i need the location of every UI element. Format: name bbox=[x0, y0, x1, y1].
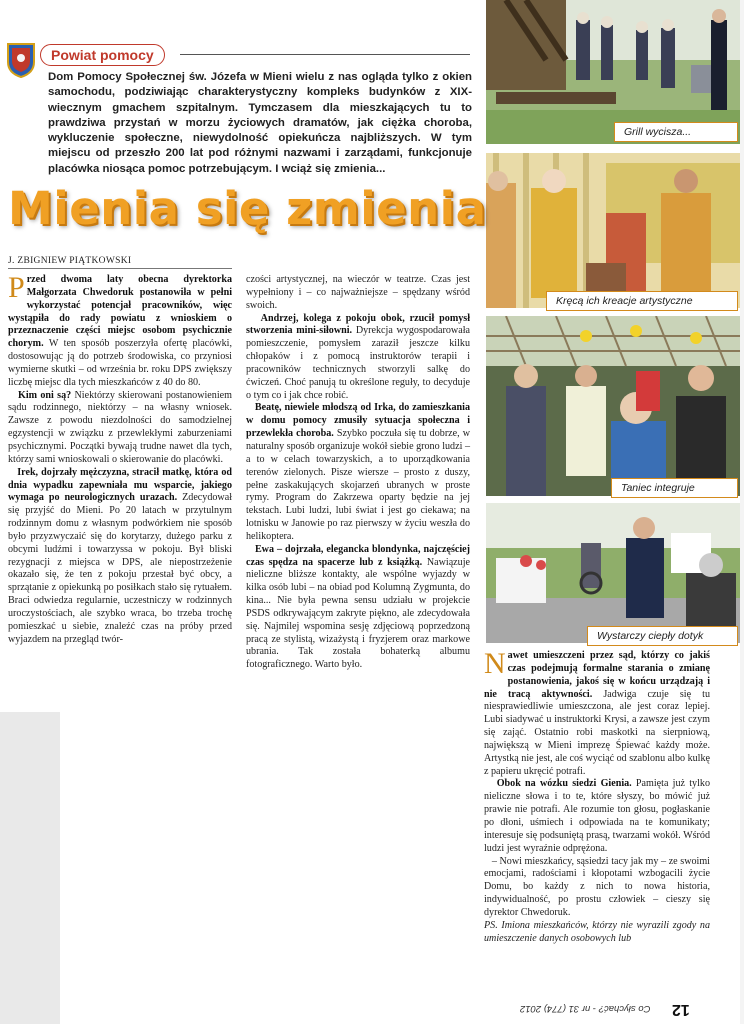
coat-of-arms-icon bbox=[6, 42, 36, 78]
quote: – Nowi mieszkańcy, sąsiedzi tacy jak my – ze swoimi emocjami, radościami i kłopotami wzbogacili życie Domu, bo każdy z nich to nowa historia, indywidualność, po prostu człowiek – cieszy się dyrektor Chwedoruk. bbox=[484, 855, 710, 918]
paragraph-lead: Irek, dojrzały mężczyzna, stracił matkę, która od dnia wypadku zapewniała mu wsparcie, jakiego wymaga po neurologicznych urazach. bbox=[8, 466, 232, 504]
page-number: 12 bbox=[672, 1001, 690, 1018]
photo-caption-touch: Wystarczy ciepły dotyk bbox=[587, 626, 738, 646]
paragraph bbox=[8, 271, 232, 390]
byline-divider bbox=[8, 268, 232, 269]
article-headline: Mienia się zmienia bbox=[8, 182, 487, 235]
paragraph-body: Nawiązuje nieliczne bliższe kontakty, ale wspólne wyjazdy w kilka osób lubi – na obiad pod Kolumną Zygmunta, do kina... Nie była pewna sensu udziału w projekcie PSDS odkrywającym zakryte piękno, ale zdecydowała się. Najmilej wspomina sesję zdjęciową poprzedzoną pracą ze stylistą, wizażystą i fryzjerem oraz markowe ubrania. Tak została bohaterką albumu fotograficznego. Warto było. bbox=[246, 556, 470, 671]
section-divider bbox=[180, 54, 470, 55]
photo-caption-artistic: Kręcą ich kreacje artystyczne bbox=[546, 291, 738, 311]
photo-dance bbox=[486, 316, 740, 496]
drop-cap: P bbox=[8, 271, 25, 304]
postscript bbox=[484, 920, 710, 946]
postscript-text: PS. Imiona mieszkańców, którzy nie wyrazili zgody na umieszczenie danych osobowych lub bbox=[484, 919, 710, 944]
paragraph-lead: awet umieszczeni przez sąd, którzy co jakiś czas podejmują formalne starania o zmianę postanowienia, jakoś się w końcu urządzają i nie tracą aktywności. bbox=[484, 650, 710, 700]
paragraph-body: Jadwiga czuje się tu niesprawiedliwie umieszczona, ale jest coraz lepiej. Lubi siadywać u instruktorki Krysi, a zawsze jest czym się zająć. Ostatnio robi maskotki na sierpniową, największą w Mieni imprezę Śpiewać każdy może. Artystką nie jest, ale coś wyciąć od szablonu albo kulkę z papieru ukręcić potrafi. bbox=[484, 688, 710, 777]
paragraph bbox=[484, 856, 710, 920]
paragraph-lead: rzed dwoma laty obecna dyrektorka Małgorzata Chwedoruk postanowiła w pełni wykorzystać potencjał pracowników, więc wystąpiła do rady powiatu z wnioskiem o przeznaczenie części miejsc osobom psychicznie chorym. bbox=[8, 274, 232, 350]
paragraph bbox=[246, 402, 470, 543]
paragraph-body: W ten sposób poszerzyła ofertę placówki, dostosowując ją do potrzeb środowiska, co przyniosi wymierne skutki – od września br. roku DPS zwiększy liczbę miejsc dla tych mieszkańców z 40 do 80. bbox=[8, 338, 232, 388]
section-label: Powiat pomocy bbox=[40, 44, 165, 66]
issue-info: Co słychać? - nr 31 (774) 2012 bbox=[520, 1003, 651, 1014]
paragraph bbox=[8, 390, 232, 467]
paragraph-lead: Kim oni są? bbox=[17, 389, 72, 401]
paragraph bbox=[246, 544, 470, 672]
paragraph-body: Zdecydował się przyjść do Mieni. Po 20 latach w przytulnym rodzinnym domu z własnym podwórkiem nie sposób było przyzwyczaić się do korytarzy, dużego parku z obcymi ludźmi i towarzyssa w pokoju. Był bliski rezygnacji z miejsca w DPS, ale niepostrzeżenie okazało się, że ten z pokoju przestał być obcy, a sprzątanie z opiekunką po posiłkach stało się rytuałem. Braci odwiedza regularnie, uczestniczy w rodzinnych uroczystościach, ale szybko wraca, bo trzeba trochę pomieszkać u siebie, znaleźć czas na próby przed wyjazdem na przegląd twór- bbox=[8, 492, 232, 645]
text-column-3 bbox=[484, 647, 710, 945]
paragraph: czości artystycznej, na wieczór w teatrze. Czas jest wypełniony i – co najważniejsze – spędzany wśród swoich. bbox=[246, 274, 470, 311]
paragraph-body: Niektórzy skierowani postanowieniem sądu rodzinnego, niektórzy – na własny wniosek. Zawsze z powodu niezdolności do samodzielnej egzystencji w związku z przewlekłymi zaburzeniami psychicznymi. Początki bywają trudne nawet dla tych, którzy sami wnioskowali o skierowanie do placówki. bbox=[8, 389, 232, 465]
paragraph bbox=[484, 778, 710, 855]
paragraph-lead: Andrzej, kolega z pokoju obok, rzucił pomysł stworzenia mini-siłowni. bbox=[246, 312, 471, 337]
photo-touch bbox=[486, 503, 740, 643]
text-column-1 bbox=[8, 271, 232, 646]
paragraph-body: Szybko poczuła się tu dobrze, w naturalny sposób organizuje wokół siebie grono ludzi – a to w celach towarzyskich, a to uporządkowania terenów zielonych. Pisze wiersze – prosto z duszy, pełne zaskakujących skojarzeń ubranych w proste rymy. Program do Zakrzewa oparty będzie na jej tekstach. Lubi ludzi, lubi świat i jest go ciekawa; na lotnisku w Janowie po raz pierwszy w życiu weszła do helikoptera. bbox=[246, 428, 470, 542]
page-edge bbox=[740, 0, 744, 1024]
paragraph bbox=[246, 313, 470, 403]
margin-shade bbox=[0, 712, 60, 1024]
lead-paragraph: Dom Pomocy Społecznej św. Józefa w Mieni wielu z nas ogląda tylko z okien samochodu, podziwiając charakterystyczny kompleks budynków z XIX-wiecznym gmachem szpitalnym. Tymczasem dla mieszkających tu to prawdziwa przystań w morzu życiowych dramatów, jak ciężka choroba, wykluczenie społeczne, niewydolność opiekuńcza najbliższych. W tym miejscu od przeszło 200 lat pod różnymi nazwami i zarządami, funkcjonuje placówka niosąca pomoc potrzebującym. I wciąż się zmienia... bbox=[48, 71, 472, 175]
paragraph-lead: Beatę, niewiele młodszą od Irka, do zamieszkania w domu pomocy zmusiły sytuacja społeczna i przewlekła choroba. bbox=[246, 402, 470, 440]
paragraph bbox=[8, 467, 232, 647]
text-column-2 bbox=[246, 274, 470, 672]
drop-cap: N bbox=[484, 647, 506, 680]
byline: J. ZBIGNIEW PIĄTKOWSKI bbox=[8, 256, 132, 266]
paragraph-body: Dyrekcja wygospodarowała pomieszczenie, pomysłem zaraził jeszcze kilku chłopaków i z pomocą instruktorów terapii i pracowników technicznych stworzyli salkę do ćwiczeń. Choć panują tu określone reguły, to decyduje o tym co i jak chce robić. bbox=[246, 325, 470, 401]
paragraph-body: Pamięta już tylko nieliczne słowa i to te, które słyszy, bo mówić już prawie nie potrafi. Ale rozumie ton głosu, pogłaskanie po dłoni, uśmiech i odpowiada na te komunikaty; interesuje się podsuniętą prasą, twarzami wokół. Wśród ludzi jest wyraźnie odprężona. bbox=[484, 778, 710, 854]
paragraph-lead: Obok na wózku siedzi Gienia. bbox=[496, 778, 632, 790]
photo-caption-dance: Taniec integruje bbox=[611, 478, 738, 498]
photo-caption-grill: Grill wycisza... bbox=[614, 122, 738, 142]
paragraph-lead: Ewa – dojrzała, elegancka blondynka, najczęściej czas spędza na spacerze lub z książką. bbox=[246, 543, 470, 568]
paragraph bbox=[484, 647, 710, 778]
